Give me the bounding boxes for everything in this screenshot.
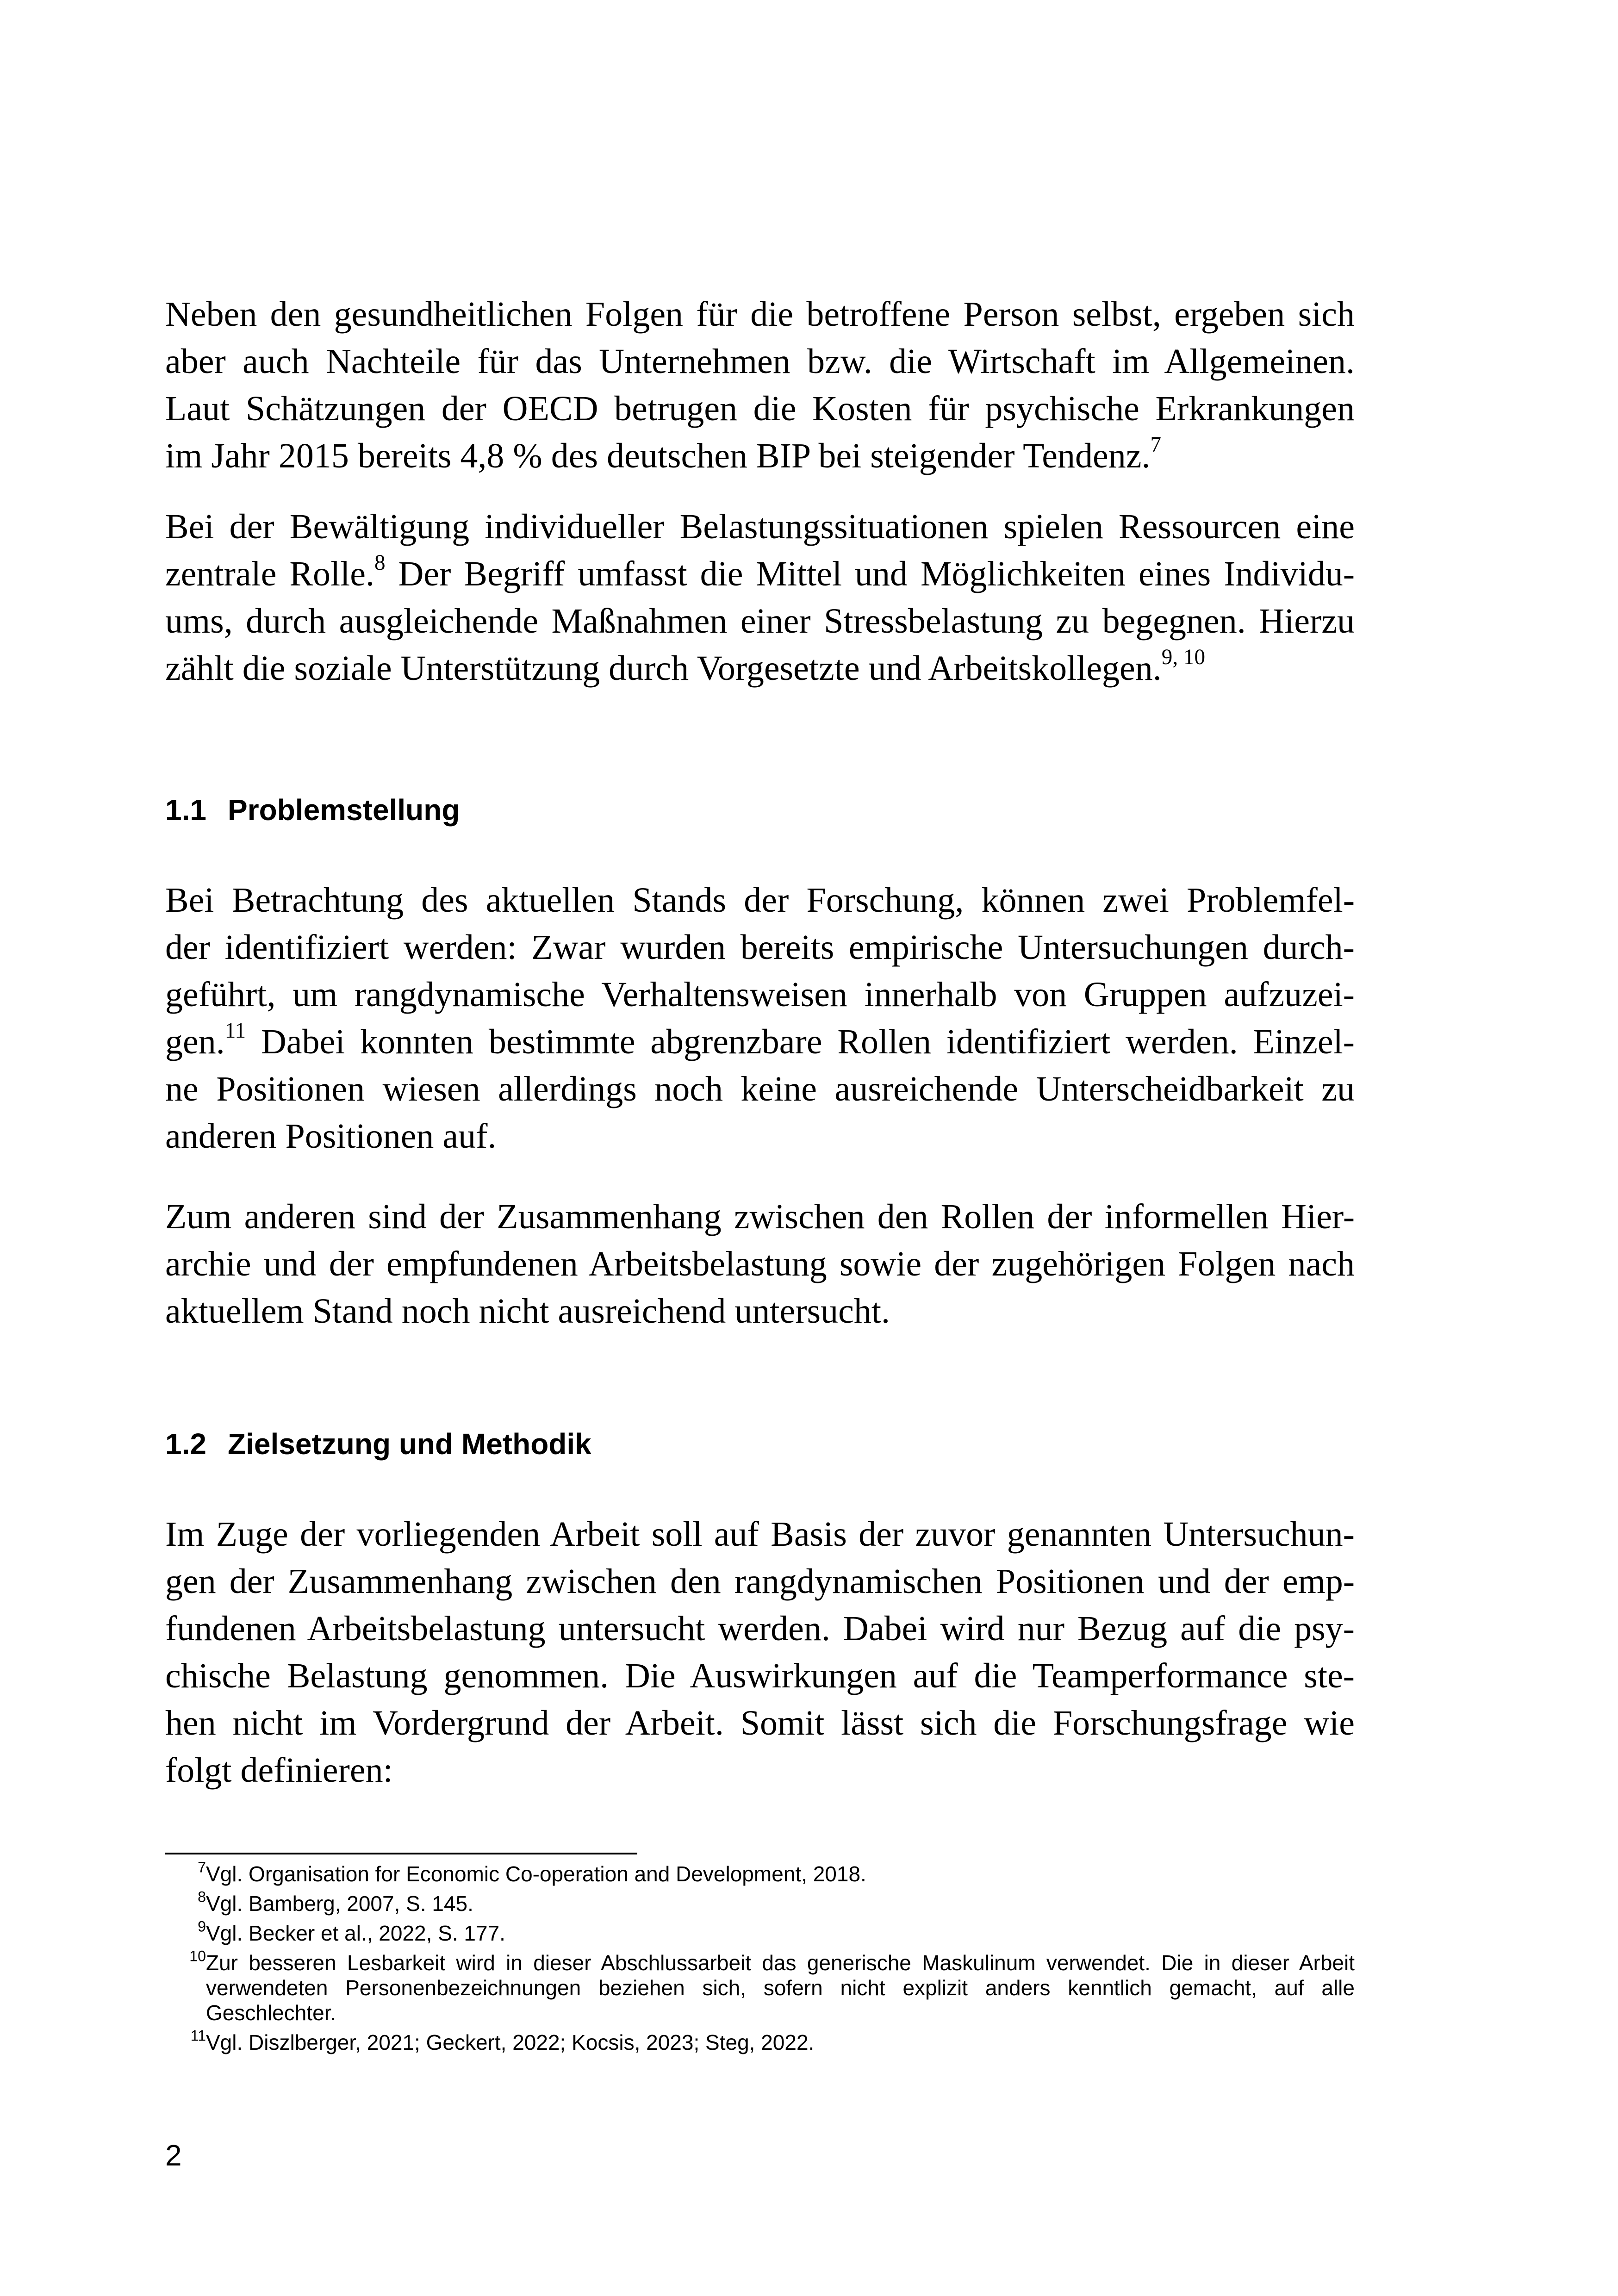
footnote-reference: 7 (1150, 433, 1162, 457)
footnote-text: Vgl. Bamberg, 2007, S. 145. (206, 1892, 473, 1916)
paragraph-objective (165, 1511, 1355, 1794)
text-line: folgt definieren: (165, 1751, 393, 1790)
footnote-mark (165, 1918, 206, 1946)
text-line: aktuellem Stand noch nicht ausreichend untersucht. (165, 1292, 890, 1331)
footnote-mark (165, 1888, 206, 1916)
text-line: archie und der empfundenen Arbeitsbelastung sowie der zugehörigen Folgen nach (165, 1244, 1355, 1283)
text-line: chische Belastung genommen. Die Auswirkungen auf die Teamperformance ste- (165, 1656, 1355, 1695)
text-line: Bei Betrachtung des aktuellen Stands der Forschung, können zwei Problemfel- (165, 881, 1355, 920)
text-line: Laut Schätzungen der OECD betrugen die Kosten für psychische Erkrankungen (165, 389, 1355, 428)
section-heading-zielsetzung (165, 1425, 591, 1462)
text-line: Neben den gesundheitlichen Folgen für die betroffene Person selbst, ergeben sich (165, 295, 1355, 334)
footnote-mark (165, 2027, 206, 2055)
paragraph-resources (165, 503, 1355, 692)
text-segment: gen. (165, 1022, 225, 1061)
footnote-number: 8 (198, 1888, 206, 1905)
paragraph-research-state (165, 877, 1355, 1160)
footnote-text: Vgl. Organisation for Economic Co-operation and Development, 2018. (206, 1862, 866, 1886)
text-line: anderen Positionen auf. (165, 1117, 497, 1156)
footnote-mark (165, 1861, 206, 1886)
text-line: der identifiziert werden: Zwar wurden bereits empirische Untersuchungen durch- (165, 928, 1355, 967)
text-line: gen der Zusammenhang zwischen den rangdynamischen Positionen und der emp- (165, 1562, 1355, 1601)
footnote-item (165, 1861, 1355, 1886)
footnote-item (165, 1888, 1355, 1916)
footnotes-list (165, 1861, 1355, 2060)
section-heading-problemstellung (165, 791, 460, 828)
text-line: Zum anderen sind der Zusammenhang zwischen den Rollen der informellen Hier- (165, 1197, 1355, 1236)
text-line (165, 550, 1355, 597)
text-line: fundenen Arbeitsbelastung untersucht werden. Dabei wird nur Bezug auf die psy- (165, 1609, 1355, 1648)
footnote-item (165, 1950, 1355, 2025)
text-line: ums, durch ausgleichende Maßnahmen einer Stressbelastung zu begegnen. Hierzu (165, 602, 1355, 641)
text-line: ne Positionen wiesen allerdings noch keine ausreichende Unterscheidbarkeit zu (165, 1070, 1355, 1108)
footnote-reference: 8 (374, 551, 386, 575)
footnote-text: Vgl. Diszlberger, 2021; Geckert, 2022; Kocsis, 2023; Steg, 2022. (206, 2030, 815, 2054)
footnote-divider (165, 1853, 637, 1854)
footnote-number: 10 (189, 1948, 206, 1965)
text-segment: im Jahr 2015 bereits 4,8 % des deutschen BIP bei steigender Tendenz. (165, 436, 1151, 475)
text-segment: Dabei konnten bestimmte abgrenzbare Rollen identifiziert werden. Einzel- (246, 1022, 1355, 1061)
page-number: 2 (165, 2139, 182, 2172)
section-title: Problemstellung (228, 793, 460, 827)
text-line (165, 645, 1355, 692)
text-segment: zählt die soziale Unterstützung durch Vorgesetzte und Arbeitskollegen. (165, 649, 1162, 688)
paragraph-hierarchy (165, 1193, 1355, 1335)
text-line (165, 1018, 1355, 1065)
text-segment: Der Begriff umfasst die Mittel und Möglichkeiten eines Individu- (385, 554, 1355, 593)
section-number: 1.1 (165, 793, 206, 827)
text-line: hen nicht im Vordergrund der Arbeit. Somit lässt sich die Forschungsfrage wie (165, 1704, 1355, 1742)
paragraph-economic-costs (165, 291, 1355, 479)
text-line (165, 432, 1355, 479)
section-number: 1.2 (165, 1427, 206, 1461)
text-line: Bei der Bewältigung individueller Belastungssituationen spielen Ressourcen eine (165, 507, 1355, 546)
text-segment: zentrale Rolle. (165, 554, 375, 593)
text-line: Im Zuge der vorliegenden Arbeit soll auf Basis der zuvor genannten Untersuchun- (165, 1515, 1355, 1554)
footnote-number: 11 (190, 2027, 206, 2044)
footnote-mark (165, 1950, 206, 1975)
footnote-reference: 9, 10 (1161, 645, 1206, 670)
footnote-item (165, 2027, 1355, 2055)
footnote-number: 7 (198, 1859, 206, 1876)
text-line: geführt, um rangdynamische Verhaltensweisen innerhalb von Gruppen aufzuzei- (165, 975, 1355, 1014)
footnote-text: Vgl. Becker et al., 2022, S. 177. (206, 1921, 505, 1945)
footnote-reference: 11 (224, 1019, 246, 1043)
text-line: aber auch Nachteile für das Unternehmen bzw. die Wirtschaft im Allgemeinen. (165, 342, 1355, 381)
footnote-number: 9 (198, 1918, 206, 1935)
footnote-item (165, 1918, 1355, 1946)
section-title: Zielsetzung und Methodik (228, 1427, 591, 1461)
footnote-text: Zur besseren Lesbarkeit wird in dieser Abschlussarbeit das generische Maskulinum verwendet. Die in dieser Arbeit verwendeten Personenbezeichnungen beziehen sich, sofern nicht explizit anders kenntlich gemacht, auf alle Geschlechter. (206, 1951, 1355, 2025)
